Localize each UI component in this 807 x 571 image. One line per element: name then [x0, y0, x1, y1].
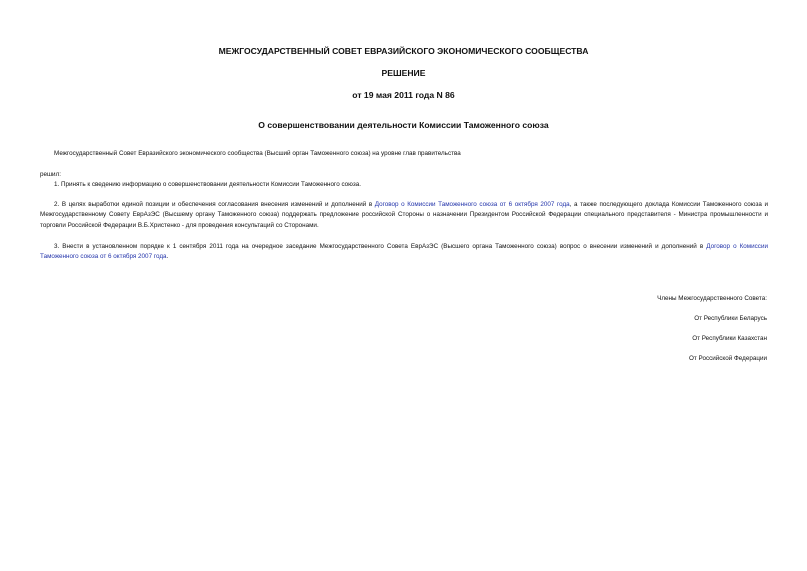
item-1: 1. Принять к сведению информацию о совершенствовании деятельности Комиссии Таможенного союза. [54, 181, 362, 188]
item-3 [40, 242, 768, 263]
resolved-label: решил: [40, 171, 61, 178]
item-3-text-before: 3. Внести в установленном порядке к 1 сентября 2011 года на очередное заседание Межгосударственного Совета ЕврАзЭС (Высшего органа Таможенного союза) вопрос о внесении изменений и дополнений в [54, 243, 707, 250]
treaty-link-1[interactable]: Договор о Комиссии Таможенного союза от 6 октября 2007 года [374, 201, 570, 208]
item-2-text-after: , а также последующего доклада Комиссии Таможенного союза и Межгосударственному Совету ЕврАзЭС (Высшему органу Таможенного союза) поддержать предложение российской Стороны о назначении Президентом Российской Федерации специального представителя - Министра промышленности и торговли Российской Федерации В.Б.Христенко - для проведения консультаций со Сторонами. [40, 201, 768, 229]
item-2 [40, 200, 768, 231]
treaty-link-2[interactable]: Договор о Комиссии Таможенного союза от 6 октября 2007 года [40, 243, 768, 261]
item-2-text-before: 2. В целях выработки единой позиции и обеспечения согласования внесения изменений и дополнений в [54, 201, 375, 208]
council-name: МЕЖГОСУДАРСТВЕННЫЙ СОВЕТ ЕВРАЗИЙСКОГО ЭКОНОМИЧЕСКОГО СООБЩЕСТВА [218, 46, 589, 56]
document-type: РЕШЕНИЕ [381, 68, 426, 78]
signatures-heading: Члены Межгосударственного Совета: [657, 295, 767, 302]
signature-russia: От Российской Федерации [688, 355, 767, 362]
preamble: Межгосударственный Совет Евразийского экономического сообщества (Высший орган Таможенного союза) на уровне глав правительства [54, 150, 461, 157]
signature-kazakhstan: От Республики Казахстан [692, 335, 767, 342]
document-title: О совершенствовании деятельности Комиссии Таможенного союза [258, 120, 549, 130]
item-3-text-after: . [166, 253, 169, 261]
signature-belarus: От Республики Беларусь [694, 315, 767, 322]
document-date-number: от 19 мая 2011 года N 86 [352, 90, 455, 100]
